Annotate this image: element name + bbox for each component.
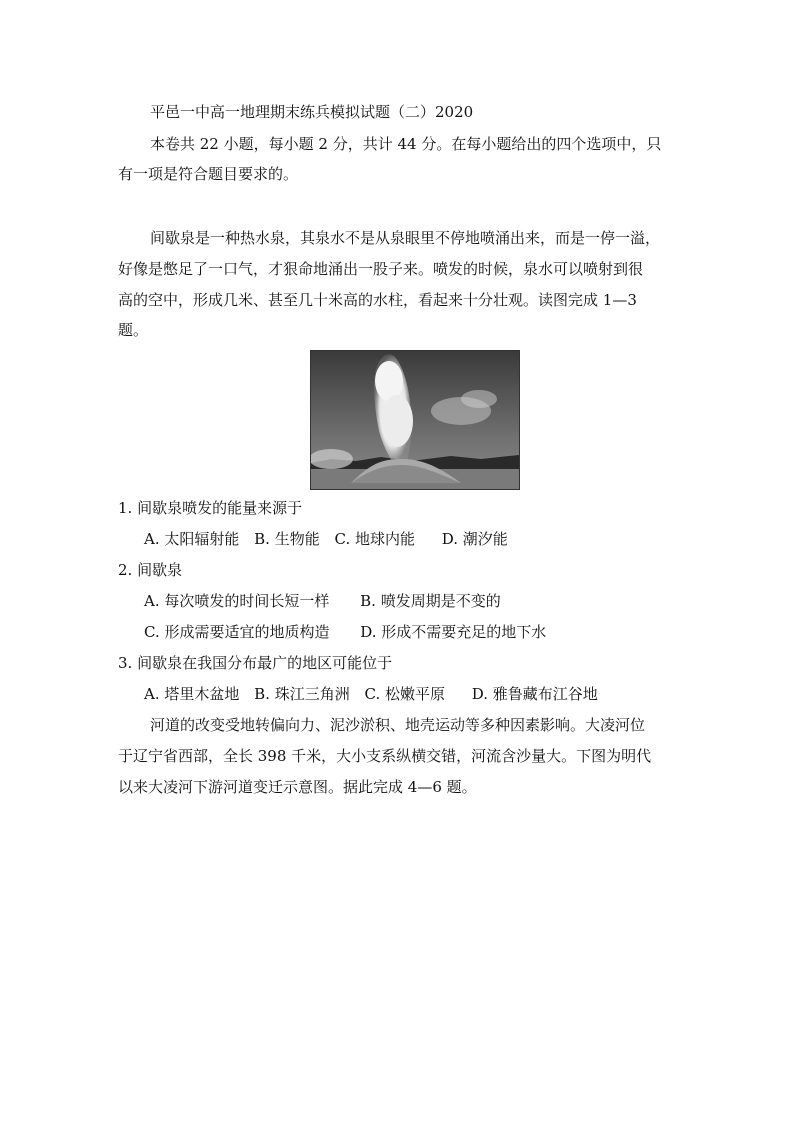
passage-1-line-3: 高的空中，形成几米、甚至几十米高的水柱，看起来十分壮观。读图完成 1—3 [118, 291, 637, 309]
question-2-options-row-2 [144, 622, 556, 642]
passage-1-line-2: 好像是憋足了一口气，才狠命地涌出一股子来。喷发的时候，泉水可以喷射到很 [118, 260, 644, 278]
q2-option-a[interactable]: A. 每次喷发的时间长短一样 [144, 592, 330, 610]
question-3-options [144, 684, 608, 704]
q1-option-c[interactable]: C. 地球内能 [334, 530, 415, 548]
q1-option-a[interactable]: A. 太阳辐射能 [144, 530, 240, 548]
q2-option-d[interactable]: D. 形成不需要充足的地下水 [360, 623, 547, 641]
exam-title: 平邑一中高一地理期末练兵模拟试题（二）2020 [150, 103, 474, 121]
question-3-stem: 3. 间歇泉在我国分布最广的地区可能位于 [118, 654, 393, 672]
question-1-options [144, 529, 518, 549]
q2-option-c[interactable]: C. 形成需要适宜的地质构造 [144, 623, 330, 641]
q3-option-c[interactable]: C. 松嫩平原 [364, 685, 445, 703]
question-1-stem: 1. 间歇泉喷发的能量来源于 [118, 499, 303, 517]
q1-option-b[interactable]: B. 生物能 [254, 530, 320, 548]
instructions-line-1: 本卷共 22 小题，每小题 2 分，共计 44 分。在每小题给出的四个选项中，只 [150, 135, 662, 153]
passage-2-line-1: 河道的改变受地转偏向力、泥沙淤积、地壳运动等多种因素影响。大凌河位 [150, 716, 646, 734]
q1-option-d[interactable]: D. 潮汐能 [441, 530, 508, 548]
passage-1-line-1: 间歇泉是一种热水泉，其泉水不是从泉眼里不停地喷涌出来，而是一停一溢， [150, 229, 661, 247]
question-2-options-row-1 [144, 591, 511, 611]
passage-2-line-2: 于辽宁省西部，全长 398 千米，大小支系纵横交错，河流含沙量大。下图为明代 [118, 747, 652, 765]
q3-option-d[interactable]: D. 雅鲁藏布江谷地 [471, 685, 598, 703]
q2-option-b[interactable]: B. 喷发周期是不变的 [360, 592, 501, 610]
q3-option-a[interactable]: A. 塔里木盆地 [144, 685, 240, 703]
instructions-line-2: 有一项是符合题目要求的。 [118, 165, 299, 183]
passage-1-line-4: 题。 [118, 321, 149, 339]
geyser-photo [310, 350, 520, 490]
passage-2-line-3: 以来大凌河下游河道变迁示意图。据此完成 4—6 题。 [118, 778, 477, 796]
question-2-stem: 2. 间歇泉 [118, 561, 183, 579]
q3-option-b[interactable]: B. 珠江三角洲 [254, 685, 350, 703]
